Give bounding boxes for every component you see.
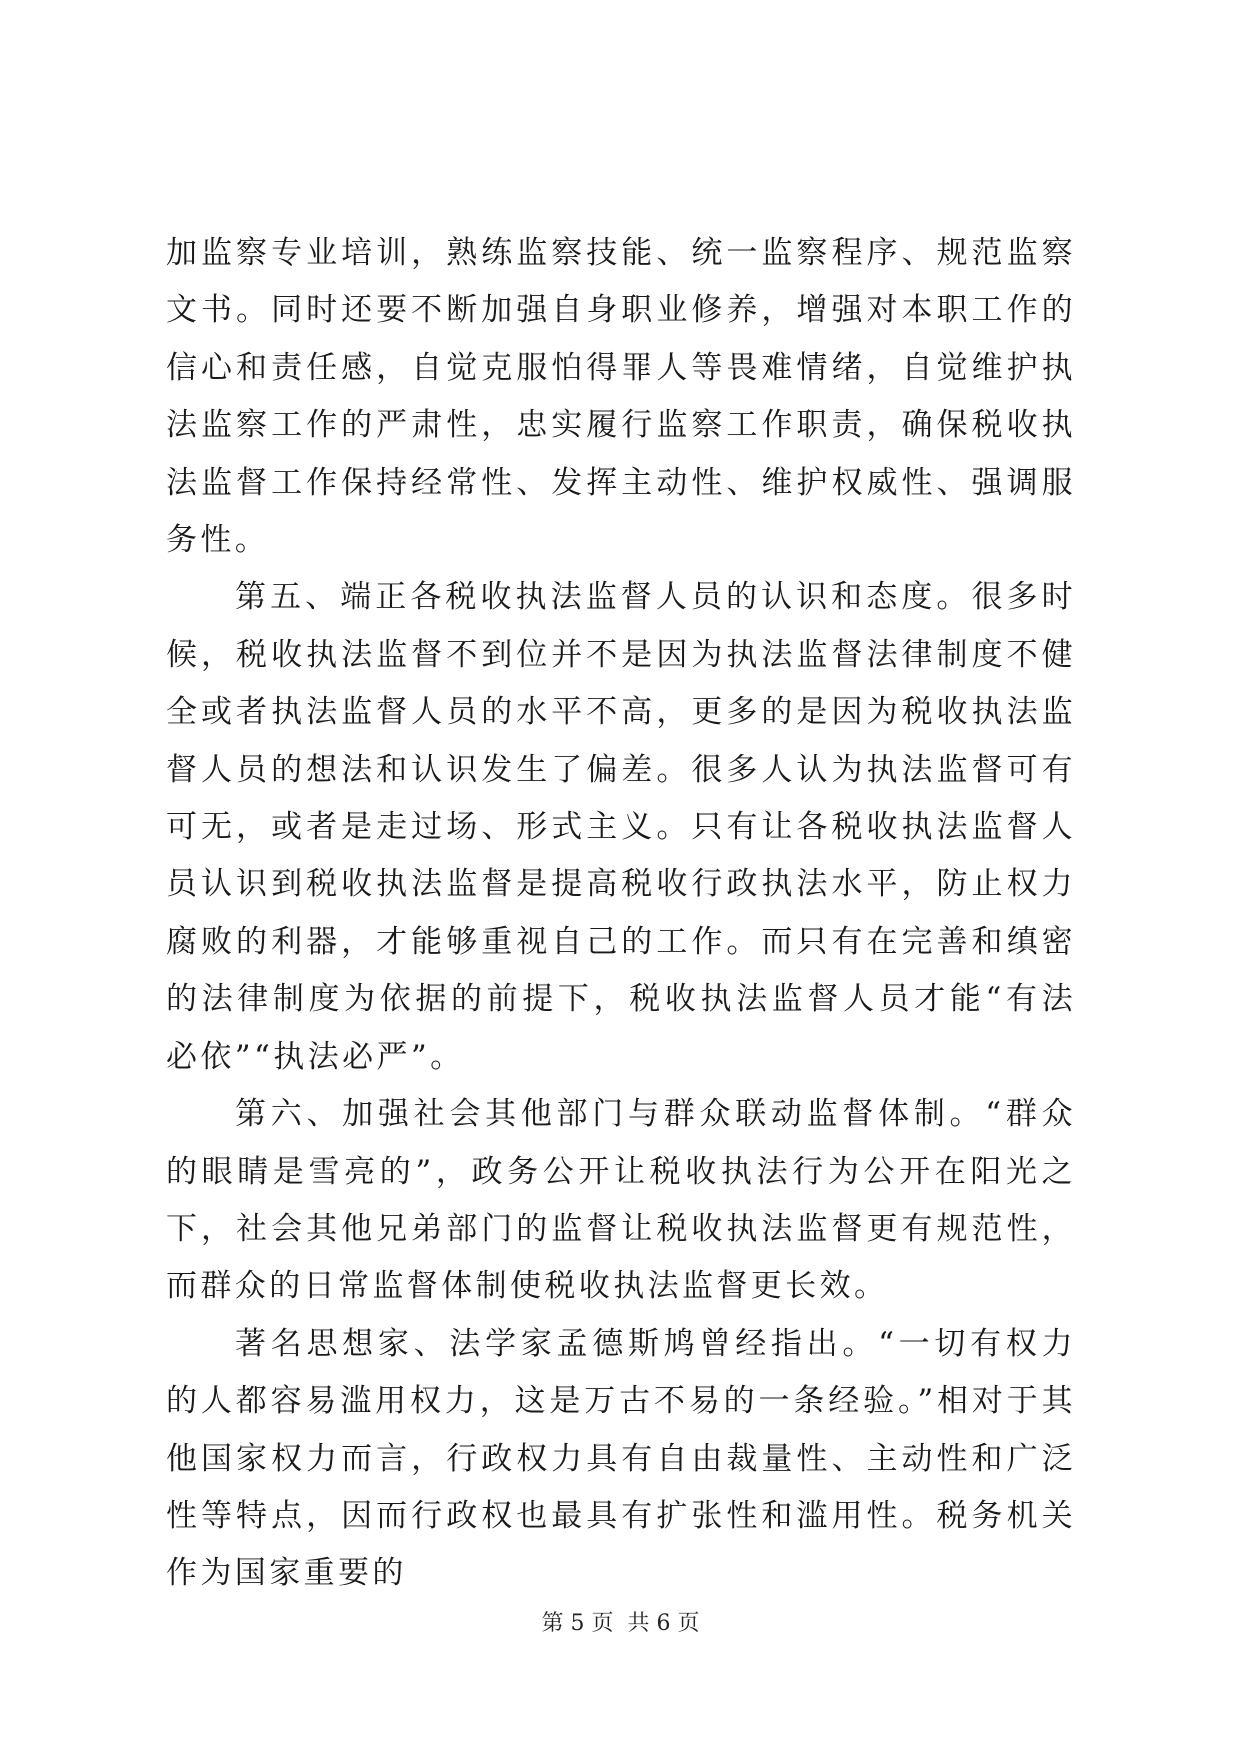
page-footer (0, 1609, 1241, 1639)
paragraph-1: 加监察专业培训，熟练监察技能、统一监察程序、规范监察文书。同时还要不断加强自身职业修养，增强对本职工作的信心和责任感，自觉克服怕得罪人等畏难情绪，自觉维护执法监察工作的严肃性，忠实履行监察工作职责，确保税收执法监督工作保持经常性、发挥主动性、维护权威性、强调服务性。 (166, 235, 1076, 559)
paragraph-2: 第五、端正各税收执法监督人员的认识和态度。很多时候，税收执法监督不到位并不是因为执法监督法律制度不健全或者执法监督人员的水平不高，更多的是因为税收执法监督人员的想法和认识发生了偏差。很多人认为执法监督可有可无，或者是走过场、形式主义。只有让各税收执法监督人员认识到税收执法监督是提高税收行政执法水平，防止权力腐败的利器，才能够重视自己的工作。而只有在完善和缜密的法律制度为依据的前提下，税收执法监督人员才能“有法必依”“执法必严”。 (166, 579, 1076, 1075)
body-text (166, 225, 1076, 1603)
page-number-label: 第 5 页 共 6 页 (541, 1611, 700, 1636)
paragraph-3: 第六、加强社会其他部门与群众联动监督体制。“群众的眼睛是雪亮的”，政务公开让税收执法行为公开在阳光之下，社会其他兄弟部门的监督让税收执法监督更有规范性，而群众的日常监督体制使税收执法监督更长效。 (166, 1096, 1076, 1305)
paragraph-4: 著名思想家、法学家孟德斯鸠曾经指出。“一切有权力的人都容易滥用权力，这是万古不易的一条经验。”相对于其他国家权力而言，行政权力具有自由裁量性、主动性和广泛性等特点，因而行政权也最具有扩张性和滥用性。税务机关作为国家重要的 (166, 1325, 1076, 1592)
